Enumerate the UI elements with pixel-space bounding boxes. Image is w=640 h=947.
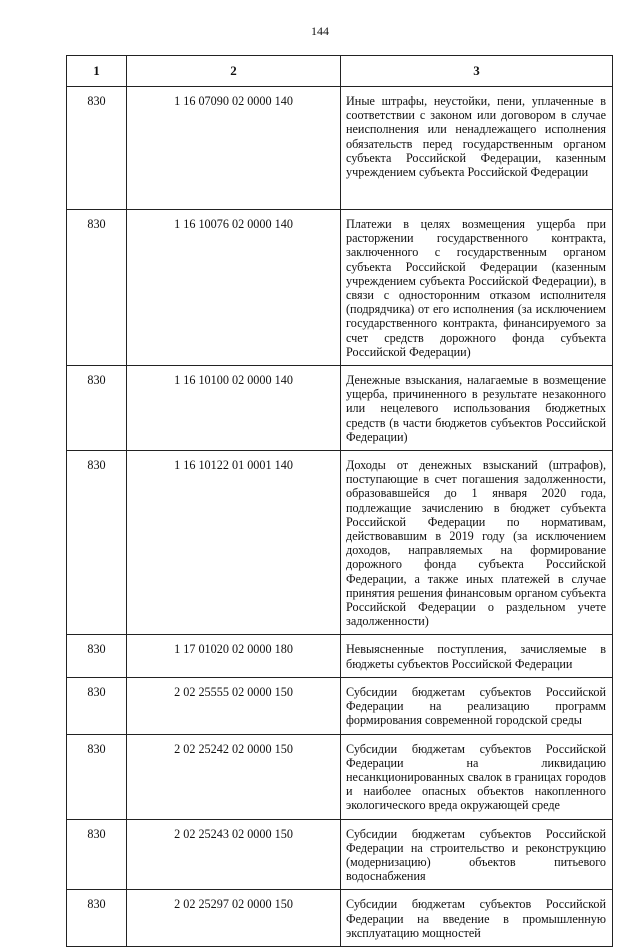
table-row: [67, 451, 613, 635]
description-cell: Субсидии бюджетам субъектов Российской Федерации на строительство и реконструкцию (модернизацию) объектов питьевого водоснабжения: [341, 819, 613, 890]
revenue-codes-table: [66, 55, 613, 947]
table-row: [67, 734, 613, 819]
page-number: 144: [311, 24, 329, 38]
description-cell: Субсидии бюджетам субъектов Российской Федерации на ликвидацию несанкционированных свалок в границах городов и наиболее опасных объектов накопленного экологического вреда окружающей среде: [341, 734, 613, 819]
table-row: [67, 87, 613, 210]
description-cell: Доходы от денежных взысканий (штрафов), поступающие в счет погашения задолженности, образовавшейся до 1 января 2020 года, подлежащие зачислению в бюджет субъекта Российской Федерации по нормативам, действовавшим в 2019 году (за исключением доходов, направляемых на формирование дорожного фонда субъекта Российской Федерации, а также иных платежей в случае принятия решения финансовым органом субъекта Российской Федерации о раздельном учете задолженности): [341, 451, 613, 635]
admin-code-cell: 830: [67, 734, 127, 819]
revenue-code-cell: 2 02 25243 02 0000 150: [127, 819, 341, 890]
table-row: [67, 210, 613, 366]
table-header-row: [67, 56, 613, 87]
admin-code-cell: 830: [67, 366, 127, 451]
revenue-code-cell: 1 17 01020 02 0000 180: [127, 635, 341, 677]
revenue-code-cell: 1 16 07090 02 0000 140: [127, 87, 341, 210]
revenue-code-cell: 2 02 25242 02 0000 150: [127, 734, 341, 819]
table-row: [67, 819, 613, 890]
admin-code-cell: 830: [67, 87, 127, 210]
revenue-code-cell: 1 16 10122 01 0001 140: [127, 451, 341, 635]
revenue-code-cell: 2 02 25555 02 0000 150: [127, 677, 341, 734]
admin-code-cell: 830: [67, 210, 127, 366]
revenue-code-cell: 2 02 25297 02 0000 150: [127, 890, 341, 947]
column-header-1: 1: [67, 56, 127, 87]
description-cell: Денежные взыскания, налагаемые в возмещение ущерба, причиненного в результате незаконного или нецелевого использования бюджетных средств (в части бюджетов субъектов Российской Федерации): [341, 366, 613, 451]
table-row: [67, 677, 613, 734]
admin-code-cell: 830: [67, 677, 127, 734]
column-header-3: 3: [341, 56, 613, 87]
admin-code-cell: 830: [67, 451, 127, 635]
admin-code-cell: 830: [67, 819, 127, 890]
table-row: [67, 890, 613, 947]
admin-code-cell: 830: [67, 890, 127, 947]
table-row: [67, 635, 613, 677]
description-cell: Субсидии бюджетам субъектов Российской Федерации на введение в промышленную эксплуатацию мощностей: [341, 890, 613, 947]
description-cell: Иные штрафы, неустойки, пени, уплаченные в соответствии с законом или договором в случае неисполнения или ненадлежащего исполнения обязательств перед государственным органом субъекта Российской Федерации, казенным учреждением субъекта Российской Федерации: [341, 87, 613, 210]
admin-code-cell: 830: [67, 635, 127, 677]
description-cell: Невыясненные поступления, зачисляемые в бюджеты субъектов Российской Федерации: [341, 635, 613, 677]
description-cell: Субсидии бюджетам субъектов Российской Федерации на реализацию программ формирования современной городской среды: [341, 677, 613, 734]
revenue-code-cell: 1 16 10100 02 0000 140: [127, 366, 341, 451]
description-cell: Платежи в целях возмещения ущерба при расторжении государственного контракта, заключенного с государственным органом субъекта Российской Федерации (казенным учреждением субъекта Российской Федерации), в связи с односторонним отказом исполнителя (подрядчика) от его исполнения (за исключением государственного контракта, финансируемого за счет средств дорожного фонда субъекта Российской Федерации): [341, 210, 613, 366]
column-header-2: 2: [127, 56, 341, 87]
table-row: [67, 366, 613, 451]
revenue-code-cell: 1 16 10076 02 0000 140: [127, 210, 341, 366]
